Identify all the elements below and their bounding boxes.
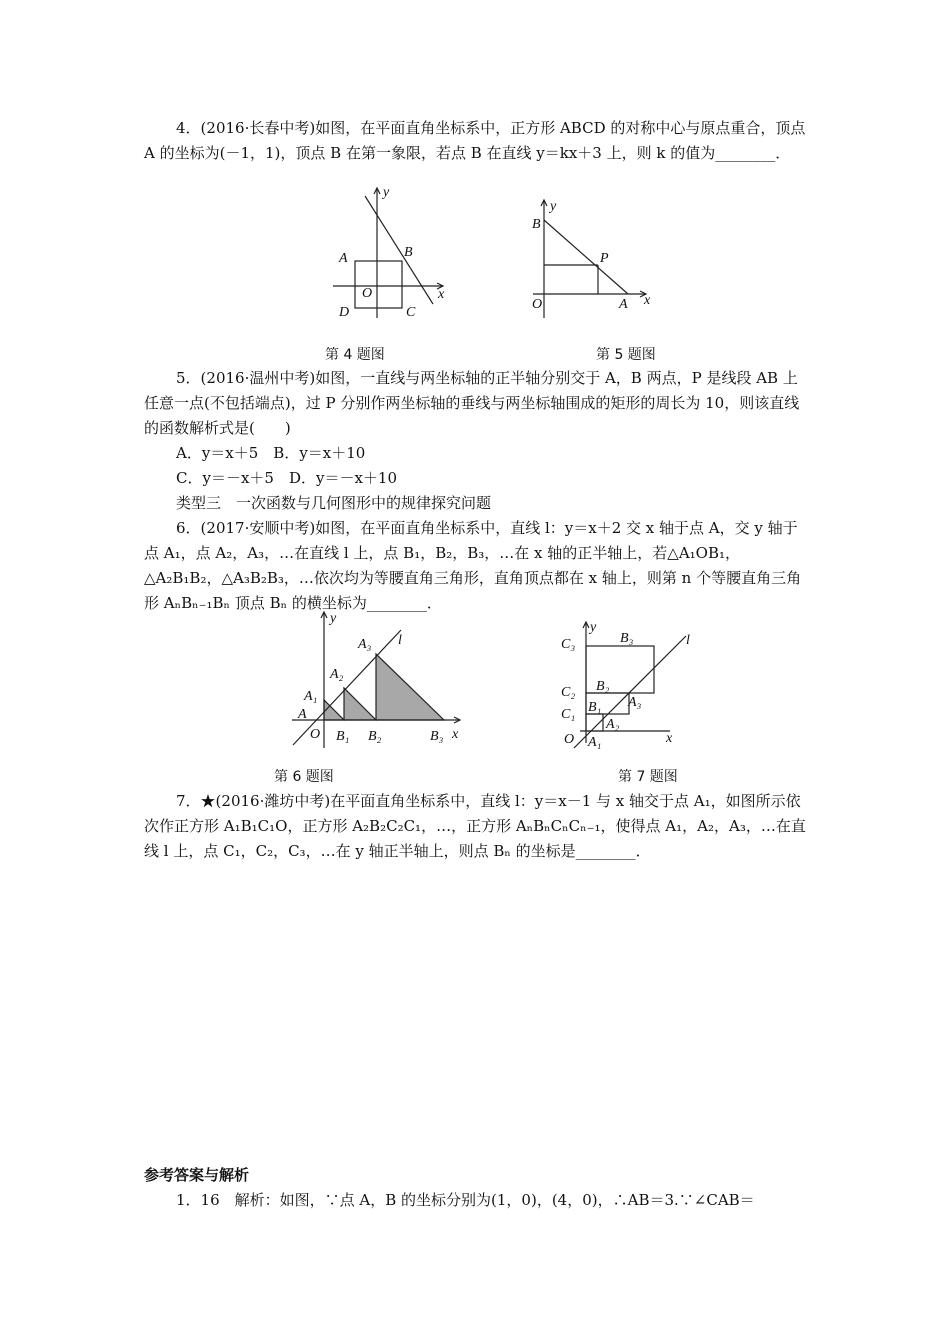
fig4-label-b: B xyxy=(404,245,413,260)
fig6-label-l: l xyxy=(398,633,402,648)
fig5-label-a: A xyxy=(619,297,628,312)
fig6-label-x: x xyxy=(452,727,459,742)
figure-7 xyxy=(560,618,705,753)
fig7-label-a1: A₁ xyxy=(588,735,602,750)
question-5-options-cd: C．y＝－x＋5 D．y＝－x＋10 xyxy=(176,469,398,487)
figure-5 xyxy=(528,198,658,323)
fig5-label-y: y xyxy=(550,199,557,214)
answer-1: 1．16 解析：如图，∵点 A，B 的坐标分别为(1，0)，(4，0)，∴AB＝3.∵∠CAB＝ xyxy=(176,1191,755,1209)
figure-6 xyxy=(288,608,473,753)
fig6-label-b3: B₃ xyxy=(430,729,444,744)
fig4-label-o: O xyxy=(362,286,373,301)
fig6-label-b1: B₁ xyxy=(336,729,350,744)
fig7-label-a2: A₂ xyxy=(606,717,620,732)
figure-6-caption: 第 6 题图 xyxy=(274,769,334,785)
question-5: 5．(2016·温州中考)如图，一直线与两坐标轴的正半轴分别交于 A，B 两点，P 是线段 AB 上任意一点(不包括端点)，过 P 分别作两坐标轴的垂线与两坐标轴围成的矩形的周长为 10，则该直线的函数解析式是( ) xyxy=(144,369,800,437)
fig7-square-1 xyxy=(586,714,603,731)
figure-4-caption: 第 4 题图 xyxy=(325,347,385,363)
fig5-label-x: x xyxy=(644,293,651,308)
fig7-label-c1: C₁ xyxy=(561,707,576,722)
fig7-label-y: y xyxy=(590,620,597,635)
fig5-label-p: P xyxy=(600,251,609,266)
fig7-label-b3: B₃ xyxy=(620,631,634,646)
figure-5-caption: 第 5 题图 xyxy=(596,347,656,363)
fig7-label-c2: C₂ xyxy=(561,685,576,700)
fig7-label-b2: B₂ xyxy=(596,679,610,694)
answers-heading: 参考答案与解析 xyxy=(144,1166,250,1184)
fig4-label-a: A xyxy=(339,251,348,266)
fig6-triangle-2 xyxy=(344,688,376,720)
figure-4 xyxy=(325,186,455,326)
figure-7-caption: 第 7 题图 xyxy=(618,769,678,785)
fig6-label-a2: A₂ xyxy=(330,667,344,682)
fig4-label-y: y xyxy=(383,185,390,200)
fig7-label-b1: B₁ xyxy=(588,700,602,715)
fig7-label-c3: C₃ xyxy=(561,637,576,652)
fig6-label-o: O xyxy=(310,727,321,742)
fig4-label-d: D xyxy=(339,305,350,320)
fig7-label-l: l xyxy=(686,633,690,648)
question-4: 4．(2016·长春中考)如图，在平面直角坐标系中，正方形 ABCD 的对称中心与原点重合，顶点 A 的坐标为(－1，1)，顶点 B 在第一象限，若点 B 在直线 y＝kx＋3 上，则 k 的值为________． xyxy=(144,119,806,162)
fig4-line xyxy=(365,196,433,304)
fig4-label-c: C xyxy=(406,305,416,320)
question-7: 7．★(2016·潍坊中考)在平面直角坐标系中，直线 l：y＝x－1 与 x 轴交于点 A₁，如图所示依次作正方形 A₁B₁C₁O，正方形 A₂B₂C₂C₁，…，正方形 AₙBₙCₙCₙ₋₁，使得点 A₁，A₂，A₃，…在直线 l 上，点 C₁，C₂，C₃，…在 y 轴正半轴上，则点 Bₙ 的坐标是________． xyxy=(144,792,806,860)
fig6-triangle-3 xyxy=(376,654,444,720)
fig4-label-x: x xyxy=(438,287,445,302)
fig6-label-a3: A₃ xyxy=(358,637,372,652)
question-5-options-ab: A．y＝x＋5 B．y＝x＋10 xyxy=(176,444,366,462)
fig7-label-o: O xyxy=(564,732,575,747)
fig6-label-a: A xyxy=(298,707,307,722)
section-heading-type3: 类型三 一次函数与几何图形中的规律探究问题 xyxy=(176,494,492,512)
fig6-label-b2: B₂ xyxy=(368,729,382,744)
fig5-label-o: O xyxy=(532,297,543,312)
fig7-label-x: x xyxy=(666,731,673,746)
question-6: 6．(2017·安顺中考)如图，在平面直角坐标系中，直线 l：y＝x＋2 交 x 轴于点 A，交 y 轴于点 A₁，点 A₂，A₃，…在直线 l 上，点 B₁，B₂，B₃，…在 x 轴的正半轴上，若△A₁OB₁，△A₂B₁B₂，△A₃B₂B₃，…依次均为等腰直角三角形，直角顶点都在 x 轴上，则第 n 个等腰直角三角形 AₙBₙ₋₁Bₙ 顶点 Bₙ 的横坐标为________． xyxy=(144,519,802,612)
fig6-label-y: y xyxy=(330,611,337,626)
fig6-label-a1: A₁ xyxy=(304,689,318,704)
fig7-label-a3: A₃ xyxy=(628,695,642,710)
fig6-triangle-1 xyxy=(324,700,344,720)
fig5-label-b: B xyxy=(532,217,541,232)
fig5-line-ab xyxy=(544,220,628,294)
